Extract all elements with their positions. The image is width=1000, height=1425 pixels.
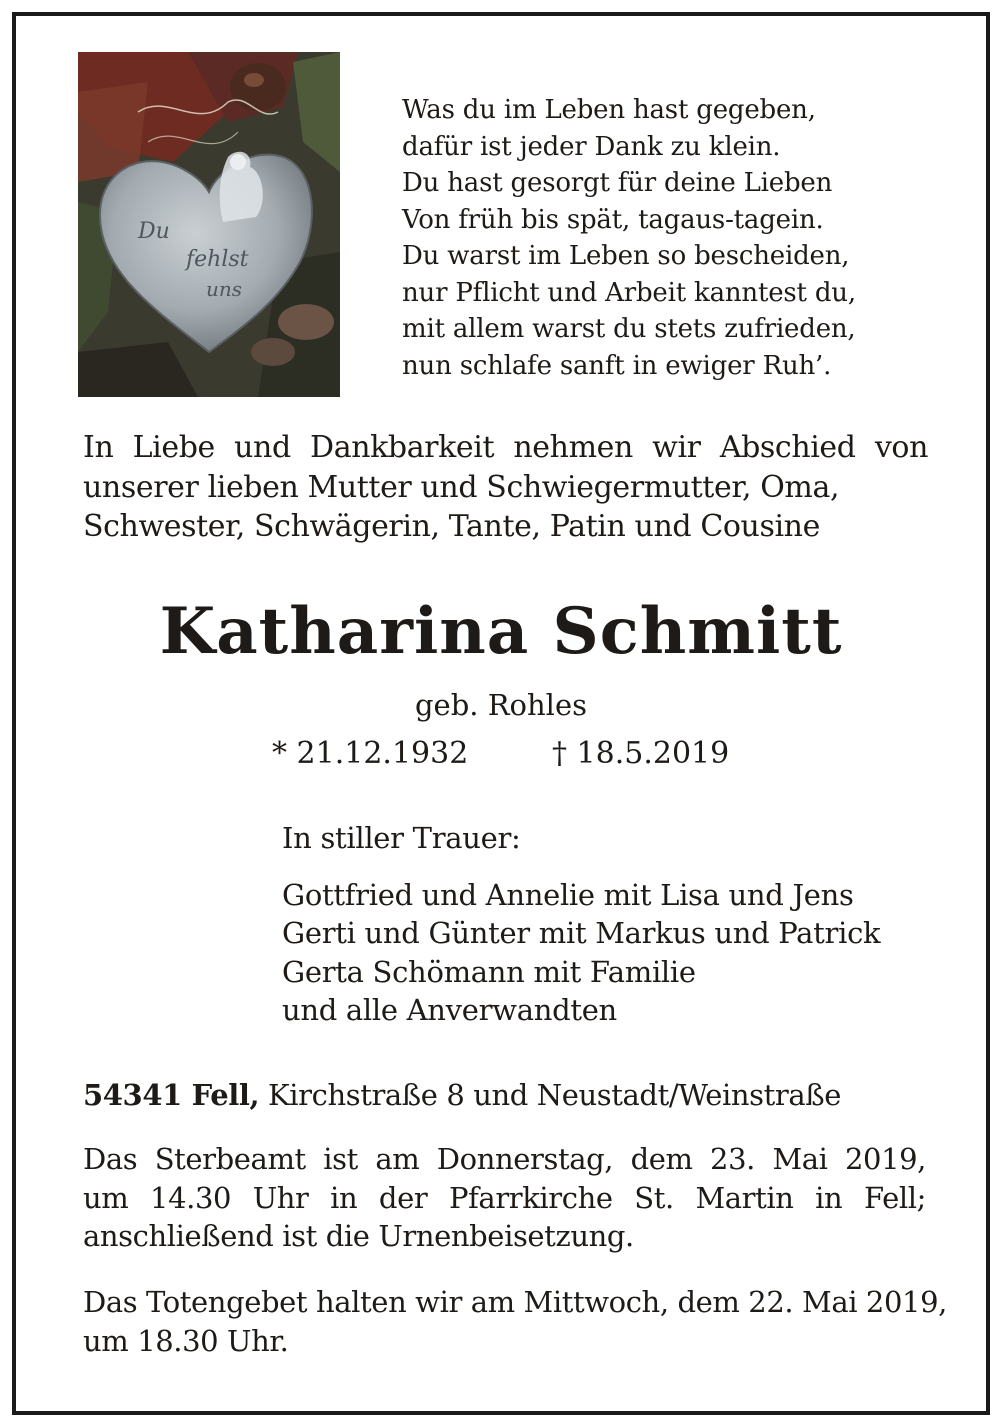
poem-line: mit allem warst du stets zufrieden,	[402, 314, 856, 344]
poem-line: dafür ist jeder Dank zu klein.	[402, 131, 781, 162]
mourner-line: und alle Anverwandten	[282, 993, 617, 1027]
address-street: Kirchstraße 8 und Neustadt/Weinstraße	[268, 1078, 841, 1112]
funeral-notice	[83, 1140, 926, 1256]
address	[83, 1078, 841, 1112]
poem-line: Von früh bis spät, tagaus-tagein.	[402, 204, 824, 235]
maiden-name: geb. Rohles	[414, 688, 588, 722]
poem-line: Du warst im Leben so bescheiden,	[402, 241, 850, 271]
mourner-line: Gerta Schömann mit Familie	[282, 954, 696, 989]
prayer-line: Das Totengebet halten wir am Mittwoch, dem 22. Mai 2019,	[83, 1285, 947, 1319]
intro-line: Schwester, Schwägerin, Tante, Patin und Cousine	[83, 509, 820, 544]
address-place: 54341 Fell,	[83, 1078, 260, 1112]
photo-caption-3: uns	[206, 277, 243, 301]
poem-line: Was du im Leben hast gegeben,	[402, 95, 816, 125]
intro-line: In Liebe und Dankbarkeit nehmen wir Abschied von	[83, 430, 928, 465]
photo-caption-2: fehlst	[186, 247, 249, 272]
birth-date: * 21.12.1932	[272, 736, 469, 771]
death-date: † 18.5.2019	[552, 736, 730, 771]
farewell-intro	[83, 428, 928, 547]
obituary-card	[12, 12, 990, 1415]
heart-stone-photo	[78, 52, 340, 397]
deceased-name: Katharina Schmitt	[159, 594, 843, 669]
mourners-heading: In stiller Trauer:	[282, 821, 521, 855]
prayer-line: um 18.30 Uhr.	[83, 1323, 289, 1358]
mourners	[282, 819, 880, 1030]
funeral-line: um 14.30 Uhr in der Pfarrkirche St. Martin in Fell;	[83, 1180, 926, 1215]
heart-stone-image	[78, 52, 340, 397]
mourner-line: Gottfried und Annelie mit Lisa und Jens	[282, 877, 854, 912]
poem-line: Du hast gesorgt für deine Lieben	[402, 168, 833, 198]
mourner-line: Gerti und Günter mit Markus und Patrick	[282, 916, 881, 950]
poem-line: nur Pflicht und Arbeit kanntest du,	[402, 277, 856, 308]
intro-line: unserer lieben Mutter und Schwiegermutter, Oma,	[83, 469, 840, 505]
funeral-line: Das Sterbeamt ist am Donnerstag, dem 23. Mai 2019,	[83, 1142, 926, 1176]
prayer-notice	[83, 1283, 947, 1360]
poem-line: nun schlafe sanft in ewiger Ruh’.	[402, 350, 832, 381]
poem	[402, 92, 856, 384]
photo-caption-1: Du	[138, 219, 170, 244]
funeral-line: anschließend ist die Urnenbeisetzung.	[83, 1219, 634, 1253]
